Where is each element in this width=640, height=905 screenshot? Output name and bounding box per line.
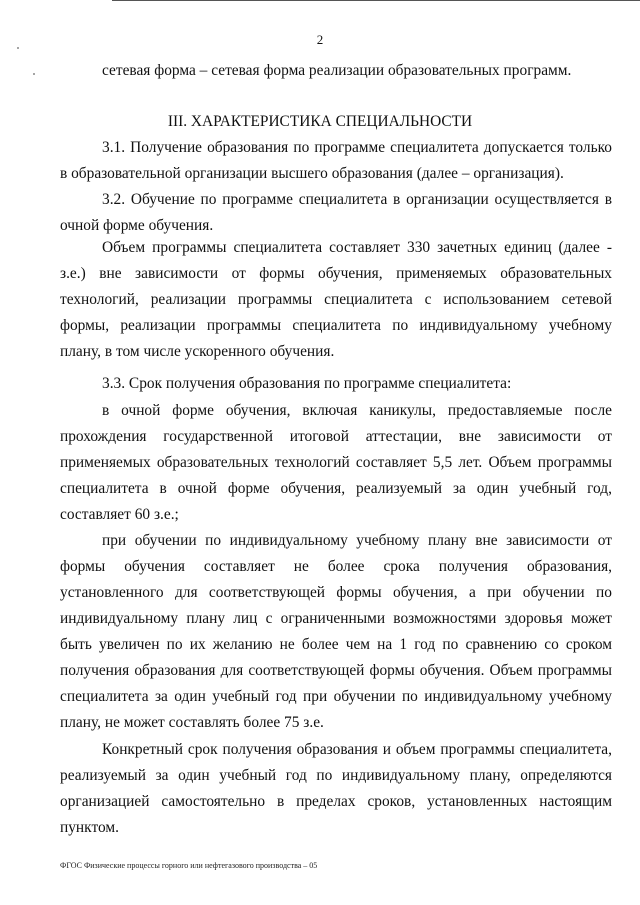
section-title: III. ХАРАКТЕРИСТИКА СПЕЦИАЛЬНОСТИ — [167, 113, 473, 130]
intro-line: сетевая форма – сетевая форма реализации образовательных программ. — [102, 62, 572, 79]
paragraph-specific: Конкретный срок получения образования и объем программы специалитета, реализуемый за один учебный год по индивидуальному плану, определяются организацией самостоятельно в пределах сроков, установленных настоящим пунктом. — [60, 741, 612, 836]
paragraph-fulltime: в очной форме обучения, включая каникулы, предоставляемые после прохождения государственной итоговой аттестации, вне зависимости от применяемых образовательных технологий составляет 5,5 лет. Объем программы специалитета в очной форме обучения, реализуемый за один учебный год, составляет 60 з.е.; — [60, 402, 612, 523]
paragraph-3-1: 3.1. Получение образования по программе специалитета допускается только в образовательной организации высшего образования (далее – организация). — [60, 139, 612, 182]
paragraph-3-2: 3.2. Обучение по программе специалитета в организации осуществляется в очной форме обучения. — [60, 191, 612, 234]
paragraph-volume: Объем программы специалитета составляет 330 зачетных единиц (далее - з.е.) вне зависимости от формы обучения, применяемых образовательных технологий, реализации программы специалитета с использованием сетевой формы, реализации программы специалитета по индивидуальному учебному плану, в том числе ускоренного обучения. — [60, 239, 612, 360]
page-number: 2 — [316, 32, 324, 47]
paragraph-3-3: 3.3. Срок получения образования по программе специалитета: — [102, 375, 512, 392]
scan-speck — [33, 73, 35, 75]
top-rule — [112, 0, 640, 1]
paragraph-individual: при обучении по индивидуальному учебному плану вне зависимости от формы обучения составляет не более срока получения образования, установленного для соответствующей формы обучения, а при обучении по индивидуальному плану лиц с ограниченными возможностями здоровья может быть увеличен по их желанию не более чем на 1 год по сравнению со сроком получения образования для соответствующей формы обучения. Объем программы специалитета за один учебный год при обучении по индивидуальному учебному плану, не может составлять более 75 з.е. — [60, 532, 612, 731]
footer-text: ФГОС Физические процессы горного или нефтегазового производства – 05 — [60, 861, 318, 870]
